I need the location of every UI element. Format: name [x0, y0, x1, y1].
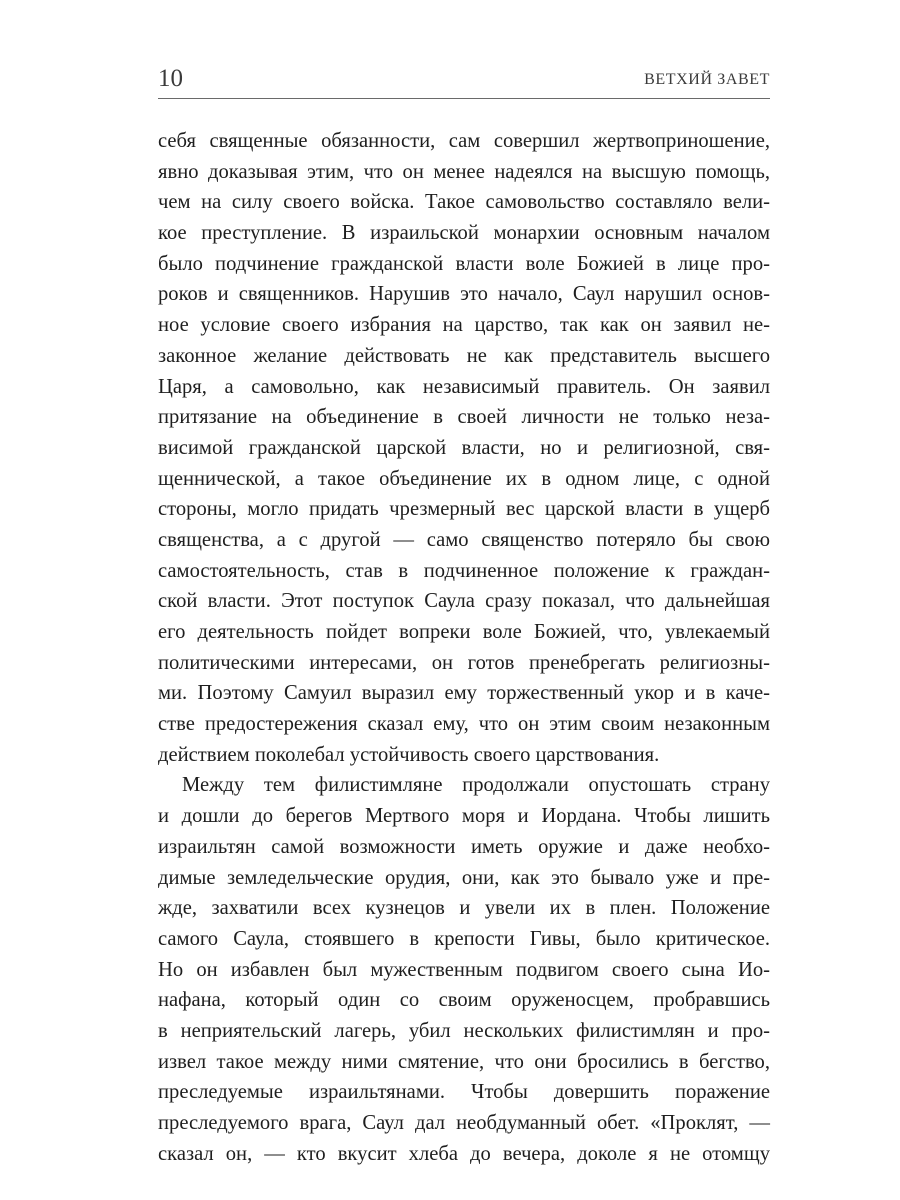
text-line: ской власти. Этот поступок Саула сразу показал, что дальнейшая: [158, 590, 770, 613]
text-line: его деятельность пойдет вопреки воле Божией, что, увлекаемый: [158, 621, 770, 643]
text-line: Между тем филистимляне продолжали опустошать страну: [182, 774, 770, 797]
text-line: самостоятельность, став в подчиненное положение к граждан-: [158, 559, 770, 582]
text-line: роков и священников. Нарушив это начало, Саул нарушил основ-: [158, 283, 770, 306]
text-line: притязание на объединение в своей личности не только неза-: [158, 406, 770, 429]
text-line: извел такое между ними смятение, что они бросились в бегство,: [158, 1050, 770, 1073]
text-line: и дошли до берегов Мертвого моря и Иордана. Чтобы лишить: [158, 805, 770, 828]
text-line: явно доказывая этим, что он менее надеялся на высшую помощь,: [158, 160, 770, 183]
paragraph-1: [158, 126, 770, 770]
text-line: ное условие своего избрания на царство, так как он заявил не-: [158, 314, 770, 337]
text-line: стве предостережения сказал ему, что он этим своим незаконным: [158, 713, 770, 736]
section-title: ВЕТХИЙ ЗАВЕТ: [644, 71, 770, 88]
text-line: Царя, а самовольно, как независимый правитель. Он заявил: [158, 375, 770, 398]
running-head: [158, 62, 770, 96]
text-line: священства, а с другой — само священство потеряло бы свою: [158, 528, 770, 551]
text-line: самого Саула, стоявшего в крепости Гивы, было критическое.: [158, 927, 770, 950]
text-line: преследуемого врага, Саул дал необдуманный обет. «Проклят, —: [158, 1112, 770, 1134]
text-line: было подчинение гражданской власти воле Божией в лице про-: [158, 252, 770, 275]
text-line: стороны, могло придать чрезмерный вес царской власти в ущерб: [158, 498, 770, 521]
text-line: Но он избавлен был мужественным подвигом своего сына Ио-: [158, 958, 770, 981]
text-line: преследуемые израильтянами. Чтобы довершить поражение: [158, 1081, 770, 1104]
text-line: себя священные обязанности, сам совершил жертвоприношение,: [158, 130, 770, 152]
text-line: кое преступление. В израильской монархии основным началом: [158, 222, 770, 245]
paragraph-2: [158, 770, 770, 1169]
text-line: законное желание действовать не как представитель высшего: [158, 344, 770, 367]
text-line: действием поколебал устойчивость своего царствования.: [158, 743, 660, 766]
text-line: висимой гражданской царской власти, но и религиозной, свя-: [158, 436, 770, 459]
header-rule: [158, 98, 770, 99]
text-line: в неприятельский лагерь, убил нескольких филистимлян и про-: [158, 1019, 770, 1042]
text-line: димые земледельческие орудия, они, как это бывало уже и пре-: [158, 866, 770, 889]
text-line: чем на силу своего войска. Такое самовольство составляло вели-: [158, 191, 770, 214]
text-line: израильтян самой возможности иметь оружие и даже необхо-: [158, 835, 770, 858]
text-line: ми. Поэтому Самуил выразил ему торжественный укор и в каче-: [158, 682, 770, 705]
text-line: щеннической, а такое объединение их в одном лице, с одной: [158, 467, 770, 490]
text-line: жде, захватили всех кузнецов и увели их в плен. Положение: [158, 897, 770, 920]
text-line: нафана, который один со своим оруженосцем, пробравшись: [158, 989, 770, 1012]
body-text: [158, 126, 770, 1169]
text-line: политическими интересами, он готов пренебрегать религиозны-: [158, 651, 770, 674]
page-number: 10: [158, 65, 183, 92]
text-line: сказал он, — кто вкусит хлеба до вечера, доколе я не отомщу: [158, 1142, 770, 1165]
